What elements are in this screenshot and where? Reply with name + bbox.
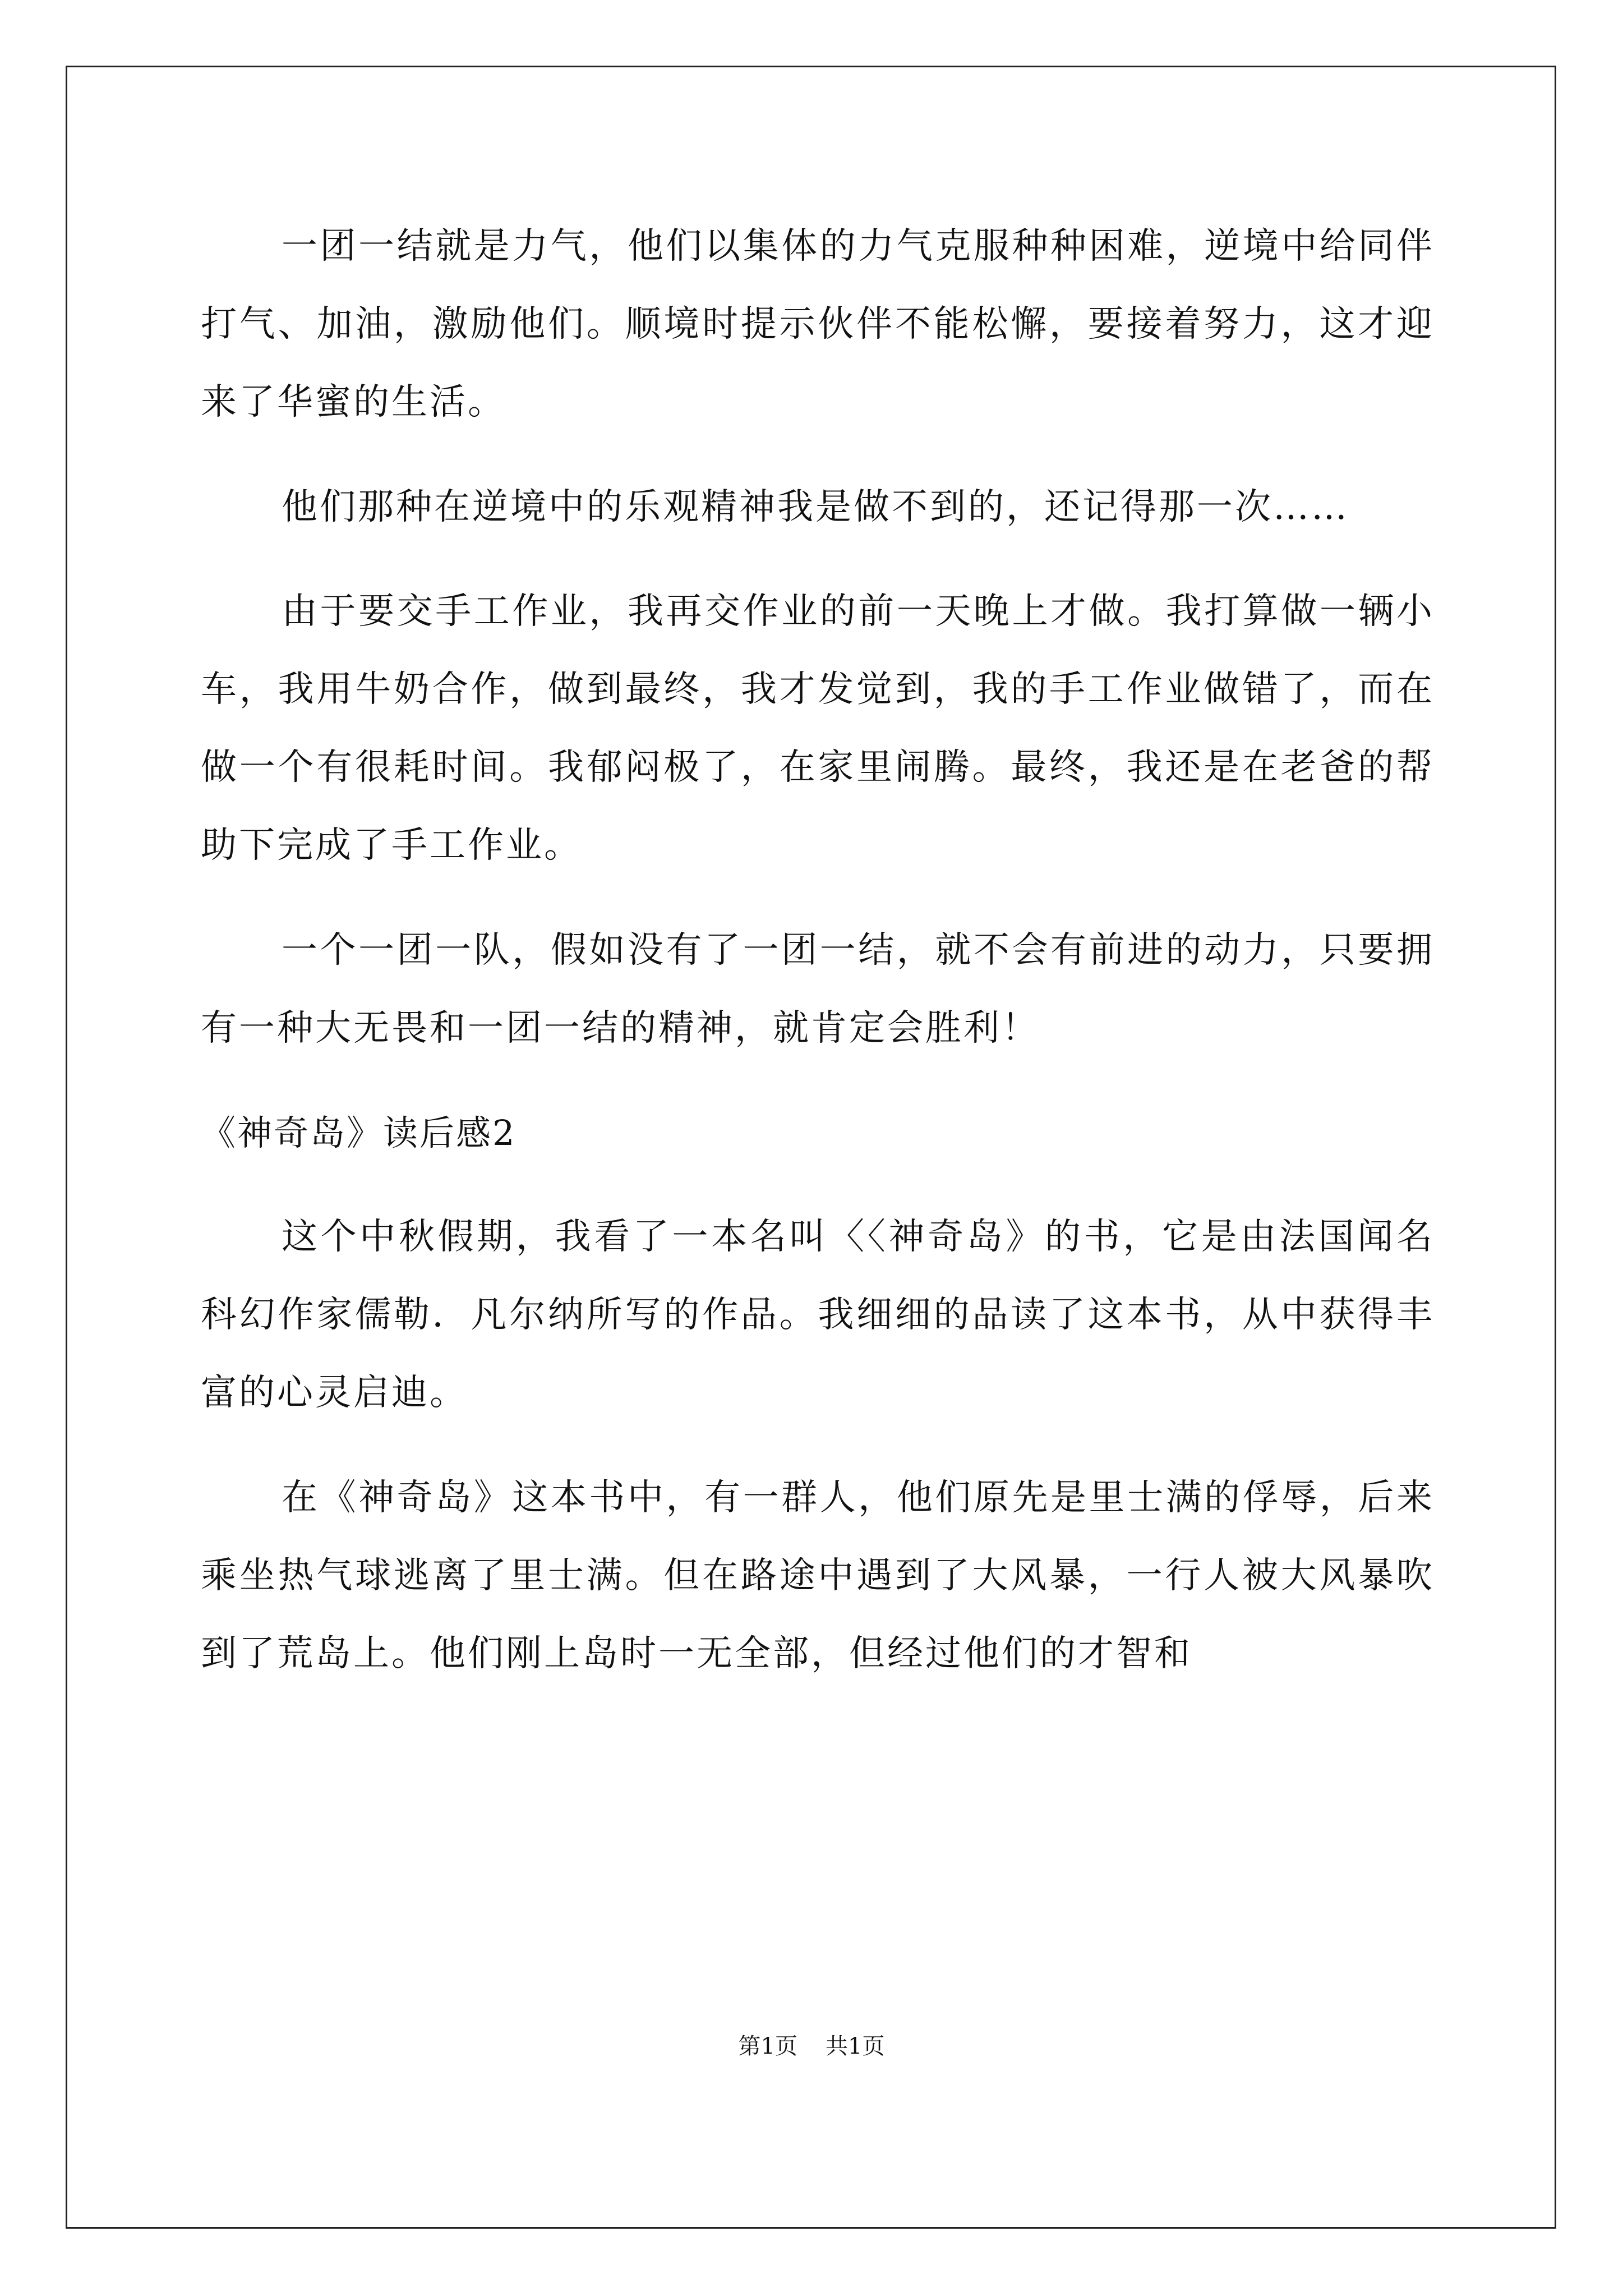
page-total: 共1页 [826, 2033, 885, 2059]
paragraph-3: 由于要交手工作业，我再交作业的前一天晚上才做。我打算做一辆小车，我用牛奶合作，做到最终，我才发觉到，我的手工作业做错了，而在做一个有很耗时间。我郁闷极了，在家里闹腾。最终，我还是在老爸的帮助下完成了手工作业。 [201, 590, 1435, 867]
paragraph-4: 一个一团一队，假如没有了一团一结，就不会有前进的动力，只要拥有一种大无畏和一团一结的精神，就肯定会胜利！ [201, 929, 1435, 1049]
paragraph-2: 他们那种在逆境中的乐观精神我是做不到的，还记得那一次…… [282, 486, 1349, 528]
paragraph-1: 一团一结就是力气，他们以集体的力气克服种种困难，逆境中给同伴打气、加油，激励他们。顺境时提示伙伴不能松懈，要接着努力，这才迎来了华蜜的生活。 [201, 226, 1435, 424]
page-number: 第1页 [738, 2033, 797, 2059]
section-paragraph-2: 在《神奇岛》这本书中，有一群人，他们原先是里士满的俘辱，后来乘坐热气球逃离了里士满。但在路途中遇到了大风暴，一行人被大风暴吹到了荒岛上。他们刚上岛时一无全部，但经过他们的才智和 [201, 1476, 1435, 1675]
document-body [201, 208, 1435, 1719]
section-paragraph-1: 这个中秋假期，我看了一本名叫〈〈神奇岛》的书，它是由法国闻名科幻作家儒勒．凡尔纳所写的作品。我细细的品读了这本书，从中获得丰富的心灵启迪。 [201, 1216, 1435, 1414]
section-title: 《神奇岛》读后感2 [201, 1112, 517, 1154]
page-footer [0, 2030, 1623, 2063]
